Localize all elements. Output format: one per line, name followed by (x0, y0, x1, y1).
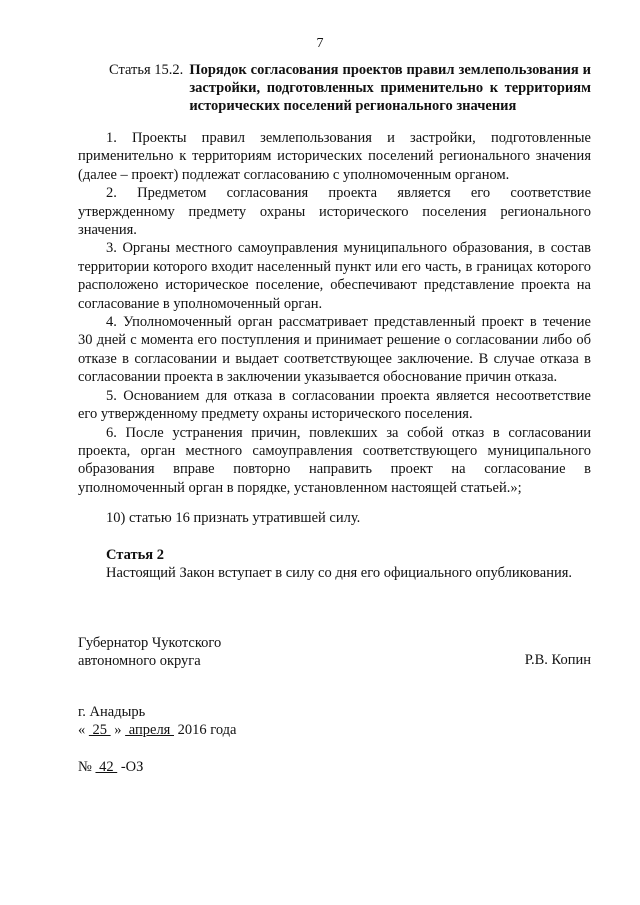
law-number (78, 759, 143, 776)
paragraph-3: 3. Органы местного самоуправления муниципального образования, в состав территории которого входит населенный пункт или его часть, в границах которого расположено историческое поселение, обеспечивают представление проекта на согласование в уполномоченный орган. (78, 240, 591, 312)
place: г. Анадырь (78, 704, 146, 720)
number-value: 42 (95, 759, 118, 775)
governor-name: Р.В. Копин (524, 652, 591, 668)
date-open-quote: « (78, 722, 86, 738)
paragraph-4: 4. Уполномоченный орган рассматривает представленный проект в течение 30 дней с момента его поступления и принимает решение о согласовании либо об отказе в согласовании и выдает соответствующее заключение. В случае отказа в согласовании проекта в заключении указывается обоснование причин отказа. (78, 314, 591, 386)
article-label: Статья 15.2. (109, 62, 184, 78)
date-close-quote: » (114, 722, 122, 738)
paragraph-1: 1. Проекты правил землепользования и застройки, подготовленные применительно к территориям исторических поселений регионального значения (далее – проект) подлежат согласованию с уполномоченным органом. (78, 130, 591, 183)
signing-date (78, 722, 236, 739)
item-10: 10) статью 16 признать утратившей силу. (106, 510, 361, 526)
paragraph-5: 5. Основанием для отказа в согласовании проекта является несоответствие его утвержденному предмету охраны исторического поселения. (78, 387, 591, 423)
date-day: 25 (88, 722, 111, 738)
article-15-2-body (78, 129, 591, 497)
paragraph-6: 6. После устранения причин, повлекших за собой отказ в согласовании проекта, орган местного самоуправления соответствующего муниципального образования вправе повторно направить проект на согласование в уполномоченный орган в порядке, установленном настоящей статьей.»; (78, 424, 591, 496)
date-year: 2016 года (177, 722, 237, 738)
date-month: апреля (125, 722, 174, 738)
article-2-text: Настоящий Закон вступает в силу со дня его официального опубликования. (106, 565, 573, 581)
article-2-title: Статья 2 (106, 547, 164, 563)
page-number: 7 (316, 36, 324, 51)
article-title: Порядок согласования проектов правил землепользования и застройки, подготовленных применительно к территориям исторических поселений регионального значения (189, 62, 591, 114)
paragraph-2: 2. Предметом согласования проекта является его соответствие утвержденному предмету охраны исторического поселения регионального значения. (78, 185, 591, 239)
governor-position (78, 634, 221, 670)
governor-position-line2: автономного округа (78, 653, 201, 669)
article-15-2-heading (109, 61, 591, 115)
governor-position-line1: Губернатор Чукотского (78, 635, 222, 651)
number-suffix: -ОЗ (120, 759, 144, 775)
number-prefix: № (78, 759, 92, 775)
